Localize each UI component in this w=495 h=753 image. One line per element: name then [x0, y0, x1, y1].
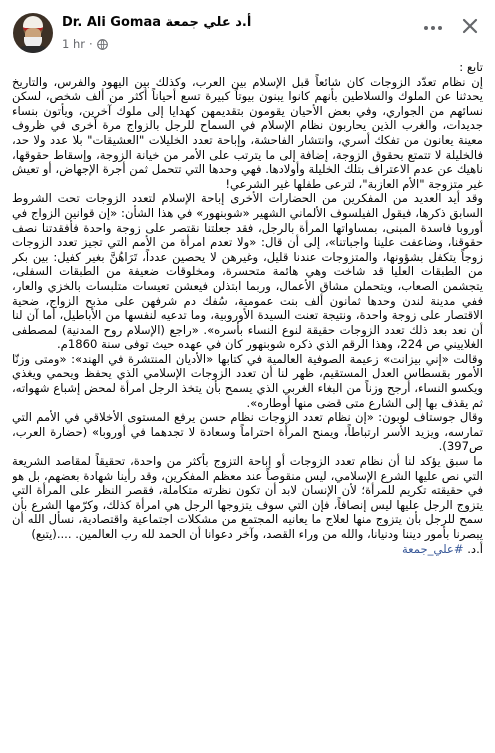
post-paragraph: وقد أيد العديد من المفكرين من الحضارات الأخرى إباحة الإسلام لتعدد الزوجات تحت الشروط السابق ذكرها، فيقول الفيلسوف الألماني الشهير «شوبنهور» في هذا الشأن: «إن قوانين الزواج في أوروبا فاسدة المبنى، بمساواتها المرأة بالرجل، فقد جعلتنا نقتصر على زوجة واحدة فأفقدتنا نصف حقوقنا، وضاعفت علينا واجباتنا»، إلى أن قال: «ولا تعدم امرأة من الأمم التي تجيز تعدد الزوجات زوجاً يتكفل بشؤونها، والمتزوجات عندنا قليل، وغيرهن لا يحصين عدداً، تَرَاهُنَّ بغير كفيل: بين بكر من الطبقات العليا قد شاخت وهي هائمة متحسرة، ومخلوقات ضعيفة من الطبقات السفلى، يتجشمن الصعاب، ويتحملن مشاق الأعمال، وربما ابتذلن فيعشن تعيسات متلبسات بالخزي والعار، ففي مدينة لندن وحدها ثمانون ألف بنت عمومية، سُفك دم شرفهن على مذبح الزواج، ضحية الاقتصار على زوجة واحدة، ونتيجة تعنت السيدة الأوروبية، وما تدعيه لنفسها من الأباطيل، أما آن لنا أن نعد بعد ذلك تعدد الزوجات حقيقة لنوع النساء بأسره». «راجع (الإسلام روح المدنية) لمصطفى الغلاييني ص 224، وهذا الرقم الذي ذكره شوبنهور كان في عهده حيث توفى سنة 1860م.: [12, 191, 483, 352]
post-header: [0, 0, 495, 64]
globe-icon[interactable]: [97, 39, 108, 50]
separator-dot: ·: [89, 37, 93, 51]
close-icon[interactable]: [458, 14, 482, 38]
more-options-icon[interactable]: [420, 18, 446, 38]
post-paragraph: وقال جوستاف لوبون: «إن نظام تعدد الزوجات نظام حسن يرفع المستوى الأخلاقي في الأمم التي تمارسه، ويزيد الأسر ارتباطاً، ويمنح المرأة احتراماً وسعادة لا تجدهما في أوروبا» (حضارة العرب، ص397).: [12, 410, 483, 454]
signoff-text: أ.د.: [467, 541, 483, 556]
post-paragraph: إن نظام تعدّد الزوجات كان شائعاً قبل الإسلام بين العرب، وكذلك بين اليهود والفرس، والتاريخ يحدثنا عن الملوك والسلاطين بأنهم كانوا يبنون بيوتاً كبيرة تسع أحياناً أكثر من ألف شخص، لسكن نسائهم من الجواري، وفي بعض الأحيان يقومون بتقديمهن كهدايا إلى ملوك آخرين، ويأتون بنساء جديدات، والغرب الذين يحاربون نظام الإسلام في السماح للرجل بالزواج مرة أخرى في ظروف معينة يعانون من تفكك أسري، وانتشار الفاحشة، وإباحة تعدد الخليلات "العشيقات" بلا عدد ولا حد، فالخليلة لا تتمتع بحقوق الزوجة، إضافة إلى ما يترتب على الأمر من خيانة الزوجة، وإسقاط حقوقها، ناهيك عن عدم الاعتراف بتلك الخليلة وأولادها. فهي وحدها التي تتحمل ثمن أجرة الإجهاض، أو تعيش غير متزوجة "الأم العازبة"، لترعى طفلها غير الشرعي!: [12, 74, 483, 191]
post-paragraph: ما سبق يؤكد لنا أن نظام تعدد الزوجات أو إباحة التزوج بأكثر من واحدة، تحقيقاً لمقاصد الشريعة التي نص عليها الشرع الإسلامي، ليس منقوصاً عند معظم المفكرين، وقد رأينا شهادة بعضهم، بل هو في حقيقته تكريم للمرأة؛ لأن الإنسان لابد أن تكون نظرته متكاملة، فقصر النظر على المرأة التي يتزوج الرجل عليها ليس إنصافاً، فإن التي سوف يتزوجها الرجل هي امرأة كذلك، وكرّمها الشرع بأن سمح للرجل بأن يتزوج منها لعلاج ما يعانيه المجتمع من مشكلات اجتماعية واقتصادية، نسأل الله أن يبصرنا بأمور ديننا ودنيانا، والله من وراء القصد، وآخر دعوانا أن الحمد لله رب العالمين. ....(يتبع): [12, 454, 483, 541]
post-time[interactable]: 1 hr: [62, 37, 85, 51]
author-name[interactable]: Dr. Ali Gomaa أ.د علي جمعة: [62, 15, 252, 30]
post-intro: تابع :: [459, 60, 483, 74]
post-paragraph: وقالت «إني بيزانت» زعيمة الصوفية العالمية في كتابها «الأديان المنتشرة في الهند»: «ومتى وزنّا الأمور بقسطاس العدل المستقيم، ظهر لنا أن تعدد الزوجات الإسلامي الذي يحفظ ويحمي ويغذي ويكسو النساء، أرجح وزناً من البغاء الغربي الذي يسمح بأن يتخذ الرجل امرأة لمحض إشباع شهواته، ثم يقذف بها إلى الشارع متى قضى منها أوطاره».: [12, 351, 483, 410]
avatar[interactable]: [13, 13, 53, 53]
post-body: [12, 60, 483, 748]
hashtag-link[interactable]: #علي_جمعة: [401, 541, 464, 556]
post-meta: [62, 37, 108, 51]
post-signoff: [12, 542, 483, 557]
